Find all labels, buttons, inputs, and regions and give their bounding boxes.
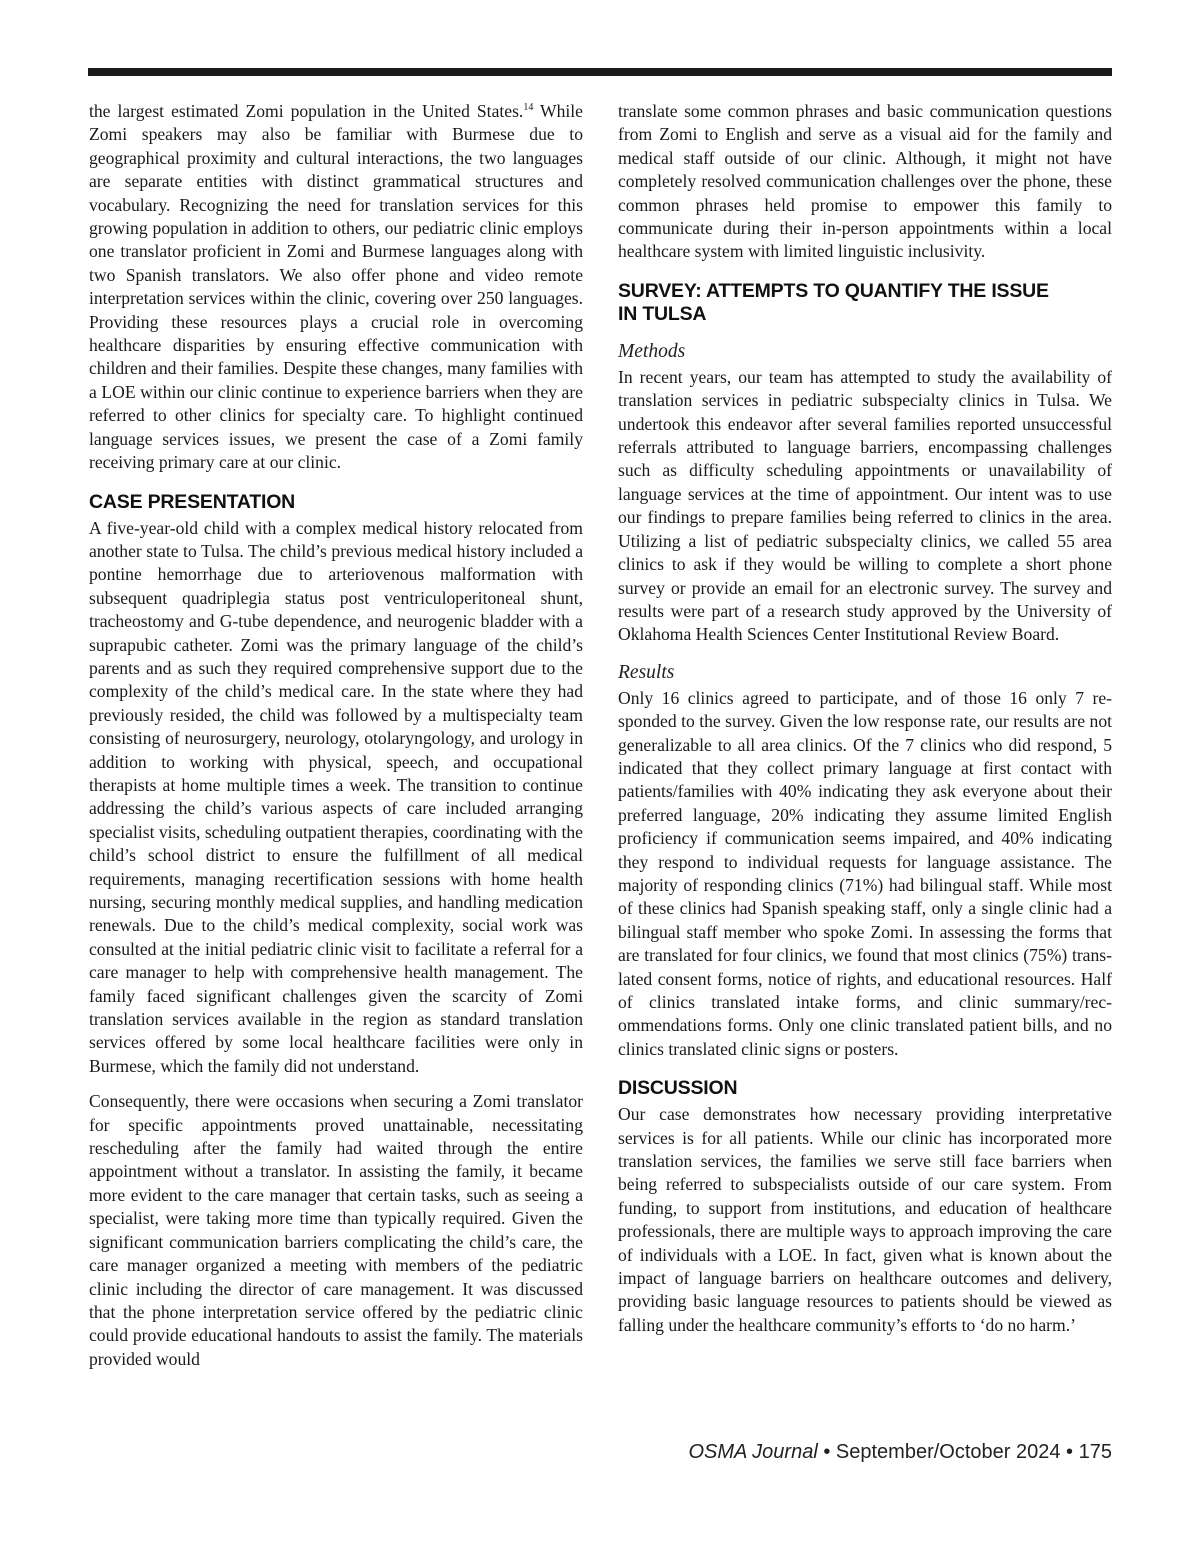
journal-name: OSMA Journal [688,1441,818,1463]
results-heading: Results [618,661,675,683]
page-footer [688,1440,1112,1464]
survey-heading-line2: IN TULSA [618,302,707,325]
case-paragraph-2: Consequently, there were occasions when securing a Zomi translator for specific appointments proved unattainable, necessitating rescheduling after the family had waited through the entire appointment without a translator. In assisting the family, it became more evident to the care manager that certain tasks, such as seeing a specialist, were taking more time than typically required. Given the significant communication barriers complicating the child’s care, the care manager organized a meeting with members of the pediatric clinic including the director of care management. It was discussed that the phone interpretation service offered by the pediatric clinic could provide educational handouts to assist the family. The materials provided would [89,1091,583,1369]
methods-heading: Methods [618,340,686,362]
intro-continued: While Zomi speakers may also be familiar with Burmese due to geographical proximity and cultural interactions, the two languages are separate entities with distinct grammatical structures and vocabulary. Recognizing the need for translation services for this growing population in addition to others, our pediatric clinic employs one translator proficient in Zomi and Burmese languages along with two Spanish translators. We also offer phone and video remote interpretation services within the clinic, covering over 250 languages. Providing these resources plays a crucial role in overcoming healthcare disparities by ensuring effective communication with children and their families. Despite these changes, many families with a LOE within our clinic continue to experience barriers when they are referred to other clinics for specialty care. To highlight continued language services issues, we present the case of a Zomi family receiving primary care at our clinic. [89,101,583,473]
issue-date: September/October 2024 [835,1441,1061,1463]
intro-text: the largest estimated Zomi population in the United States. [89,101,524,121]
discussion-heading: DISCUSSION [618,1077,738,1100]
intro-paragraph [89,100,583,475]
case-paragraph-1: A five-year-old child with a complex medical history relocated from another state to Tulsa. The child’s previous medical history included a pontine hemorrhage due to arteriovenous malformation with subsequent quadriplegia status post ventriculoperitoneal shunt, tracheostomy and G-tube dependence, and neurogenic bladder with a suprapubic catheter. Zomi was the primary language of the child’s parents and as such they required comprehensive support due to the complexity of the child’s medical care. In the state where they had previously resided, the child was followed by a multispecialty team consisting of neurosurgery, neurology, otolaryngology, and urology in addition to working with physical, speech, and occupational therapists at home multiple times a week. The transition to continue addressing the child’s various aspects of care included arranging specialist visits, scheduling outpatient therapies, coordinating with the child’s school district to ensure the fulfillment of all medical requirements, managing recertification sessions with home health nursing, securing monthly medical supplies, and handling medication renewals. Due to the child’s medical complexity, social work was consulted at the initial pediatric clinic visit to facilitate a referral for a care manager to help with comprehensive health management. The family faced significant challenges given the scarcity of Zomi translation services available in the region as standard translation services offered by some local healthcare facilities were only in Burmese, which the family did not understand. [89,517,583,1076]
case-presentation-heading: CASE PRESENTATION [89,490,296,513]
citation-14: 14 [523,102,534,114]
continued-paragraph: translate some common phrases and basic communication questions from Zomi to English and serve as a visual aid for the family and medical staff outside of our clinic. Although, it might not have completely resolved communication challenges over the phone, these common phrases held promise to empower this family to communicate during their in-person appointments within a local healthcare system with limited linguistic inclusivity. [618,101,1112,262]
top-rule [88,68,1112,76]
results-paragraph: Only 16 clinics agreed to participate, and of those 16 only 7 responded to the survey. Given the low response rate, our results are not generalizable to all area clinics. Of the 7 clinics who did respond, 5 indicated that they collect primary language at first contact with patients/families with 40% indicating they ask everyone about their preferred language, 20% indicating they assume limited English proficiency if communication seems impaired, and 40% indicating they respond to individual requests for language assistance. The majority of responding clinics (71%) had bilingual staff. While most of these clinics had Spanish speaking staff, only a single clinic had a bilingual staff member who spoke Zomi. In assessing the forms that are translated for four clinics, we found that most clinics (75%) translated consent forms, notice of rights, and educational resources. Half of clinics translated intake forms, and clinic summary/recommendations forms. Only one clinic translated patient bills, and no clinics translated clinic signs or posters. [618,687,1112,1059]
footer-separator: • [1060,1441,1079,1463]
left-column [89,100,583,1371]
survey-heading-line1: SURVEY: ATTEMPTS TO QUANTIFY THE ISSUE [618,279,1049,302]
discussion-paragraph: Our case demonstrates how necessary providing interpretative services is for all patients. While our clinic has incorporated more translation services, the families we serve still face barriers when being referred to subspecialists outside of our care system. From funding, to support from institutions, and education of healthcare professionals, there are multiple ways to approach improving the care of individuals with a LOE. In fact, given what is known about the impact of language barriers on healthcare outcomes and delivery, providing basic language resources to patients should be viewed as falling under the healthcare community’s efforts to ‘do no harm.’ [618,1104,1112,1335]
right-column [618,100,1112,1337]
page-number: 175 [1078,1441,1112,1463]
methods-paragraph: In recent years, our team has attempted to study the availability of translation services in pediatric subspecialty clinics in Tulsa. We undertook this endeavor after several families reported unsuccessful referrals attributed to language barriers, encompassing challenges such as difficulty scheduling appointments or unavailability of language services at the time of appointment. Our intent was to use our findings to prepare families being referred to clinics in the area. Utilizing a list of pediatric subspecialty clinics, we called 55 area clinics to ask if they would be willing to complete a short phone survey or provide an email for an electronic survey. The survey and results were part of a research study approved by the University of Oklahoma Health Sciences Center Institutional Review Board. [618,366,1112,645]
footer-separator: • [817,1441,836,1463]
survey-heading [618,280,1112,326]
